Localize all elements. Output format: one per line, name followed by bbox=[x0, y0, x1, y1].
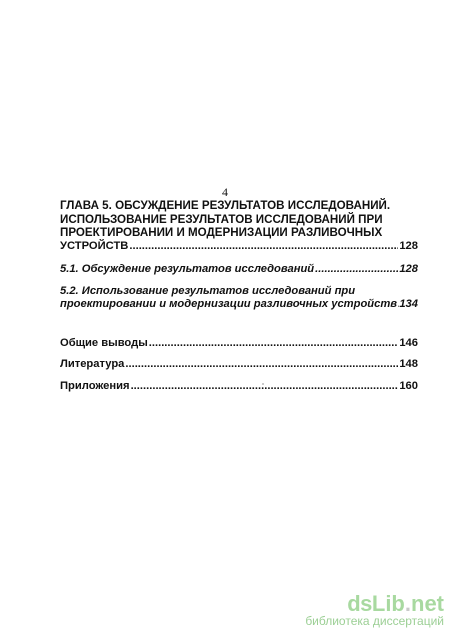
literature-page: 148 bbox=[399, 358, 418, 371]
section-5-2-page: 134 bbox=[399, 298, 418, 311]
logo-dot: . bbox=[404, 591, 411, 616]
general-conclusions-title: Общие выводы bbox=[60, 336, 148, 349]
section-5-1-title: 5.1. Обсуждение результатов исследований bbox=[60, 263, 315, 276]
logo-ds: ds bbox=[347, 591, 372, 616]
chapter-heading-line-2: ИСПОЛЬЗОВАНИЕ РЕЗУЛЬТАТОВ ИССЛЕДОВАНИЙ ПРИ bbox=[60, 212, 383, 226]
toc-general-conclusions bbox=[60, 337, 418, 351]
table-of-contents bbox=[60, 199, 418, 394]
toc-section-5-2 bbox=[60, 285, 418, 312]
section-5-2-title-line-2: проектировании и модернизации разливочных устройств bbox=[60, 298, 398, 311]
watermark-caption: библиотека диссертаций bbox=[305, 614, 444, 628]
logo-net: net bbox=[411, 591, 444, 616]
toc-literature bbox=[60, 358, 418, 372]
toc-section-5-1 bbox=[60, 263, 418, 277]
leader-dots bbox=[131, 380, 399, 394]
dslib-watermark bbox=[305, 591, 444, 628]
toc-appendices bbox=[60, 380, 418, 394]
page-number: 4 bbox=[222, 185, 228, 199]
appendices-title: Приложения bbox=[60, 379, 130, 392]
section-5-2-title-line-1: 5.2. Использование результатов исследований при bbox=[60, 284, 356, 297]
chapter-heading-last-line bbox=[60, 240, 418, 254]
leader-dots bbox=[149, 337, 399, 351]
chapter-heading-line-3: ПРОЕКТИРОВАНИИ И МОДЕРНИЗАЦИИ РАЗЛИВОЧНЫХ bbox=[60, 226, 383, 240]
section-5-2-last-line bbox=[60, 298, 418, 312]
chapter-heading-line-1: ГЛАВА 5. ОБСУЖДЕНИЕ РЕЗУЛЬТАТОВ ИССЛЕДОВАНИЙ. bbox=[60, 199, 391, 212]
scan-speck bbox=[262, 383, 264, 385]
chapter-page-number: 128 bbox=[399, 239, 418, 252]
section-5-1-page: 128 bbox=[399, 263, 418, 276]
literature-title: Литература bbox=[60, 358, 125, 371]
chapter-heading-line-4: УСТРОЙСТВ bbox=[60, 239, 129, 252]
logo-lib: Lib bbox=[371, 591, 405, 616]
leader-dots bbox=[125, 358, 398, 372]
general-conclusions-page: 146 bbox=[399, 336, 418, 349]
leader-dots bbox=[129, 240, 398, 254]
leader-dots bbox=[315, 263, 398, 277]
appendices-page: 160 bbox=[399, 379, 418, 392]
chapter-5-entry bbox=[60, 199, 418, 253]
